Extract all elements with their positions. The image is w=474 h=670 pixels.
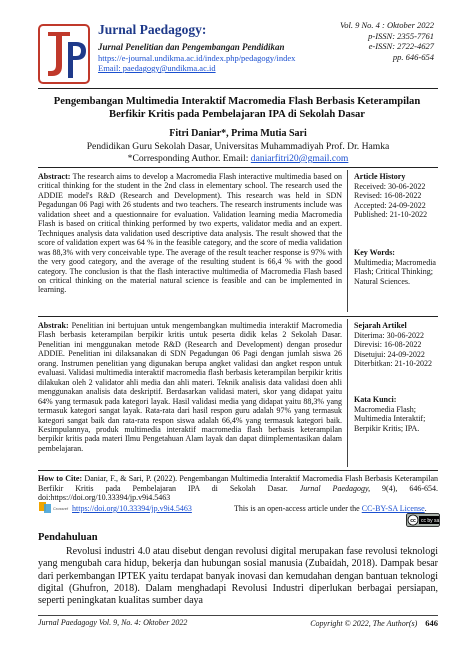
journal-url-link[interactable]: https://e-journal.undikma.ac.id/index.php/pedagogy/index <box>98 53 296 63</box>
cite-journal: Jurnal Paedagogy, <box>299 483 371 493</box>
sejarah-artikel <box>354 321 440 369</box>
column-divider <box>347 170 348 312</box>
diterima-date: Diterima: 30-06-2022 <box>354 330 424 340</box>
svg-text:cc: cc <box>410 518 416 524</box>
header-divider <box>38 88 438 89</box>
keywords-english <box>354 248 440 286</box>
copyright-text: Copyright © 2022, The Author(s) <box>310 619 418 628</box>
how-to-cite <box>38 474 438 503</box>
abstract-indonesian <box>38 321 342 453</box>
cc-badge-label: cc by sa <box>421 518 440 525</box>
accepted-date: Accepted: 24-09-2022 <box>354 200 426 210</box>
abstract-label: Abstract: <box>38 172 71 181</box>
doi-row <box>38 503 438 515</box>
paper-title: Pengembangan Multimedia Interaktif Macromedia Flash Berbasis Keterampilan Berfikir Kritis pada Pembelajaran IPA di Sekolah Dasar <box>53 96 421 120</box>
kata-kunci-heading: Kata Kunci: <box>354 395 397 404</box>
column-divider-2 <box>347 319 348 467</box>
paper-authors: Fitri Daniar*, Prima Mutia Sari <box>169 128 307 139</box>
page-number: 646 <box>425 618 438 628</box>
keywords-heading: Key Words: <box>354 248 395 257</box>
corresp-prefix: *Corresponding Author. Email: <box>127 153 251 164</box>
article-history <box>354 172 440 220</box>
section-heading-pendahuluan: Pendahuluan <box>38 532 98 543</box>
pendahuluan-body <box>38 546 438 607</box>
journal-title: Jurnal Paedagogy: <box>98 22 207 37</box>
license-link[interactable]: CC-BY-SA License <box>361 504 425 513</box>
author-affiliation: Pendidikan Guru Sekolah Dasar, Universitas Muhammadiyah Prof. Dr. Hamka <box>86 141 390 152</box>
p-issn: p-ISSN: 2355-7761 <box>368 30 434 41</box>
abstract-text: The research aims to develop a Macromedia Flash interactive multimedia based on critical thinking for the student in the 2nd class in elementary school. The research used the ADDIE model's R&D (Research and Development). This research was held in SDN Pegadungan 06 Pagi with 26 students and two teachers. The research instruments include was validation sheet and a questionnaire for evaluation. Validation learning media Macromedia Flash is based on critical thinking performed by two experts, validator media and an expert. Techniques analysis data validation used descriptive data analysis. The result showed that the score of validation expert was 64 % in the feasible category, and the score of media validation was 88,3% with very conceivable type. The average of the result teacher response is 97% with the very good category, and the average of the resulting student is 66,4 % with the good category. The conclusion is that the flash interactive multimedia of Macromedia Flash based on critical thinking on the material natural science is feasible and can be implemented in learning. <box>38 172 342 295</box>
cite-tail: 9(4), 646-654. doi:https://doi.org/10.33394/jp.v9i4.5463 <box>38 483 439 502</box>
cite-text: Daniar, F., & Sari, P. (2022). Pengembangan Multimedia Interaktif Macromedia Flash Berbasis Keterampilan Berfikir Kritis pada Pembelajaran IPA di Sekolah Dasar. <box>38 474 438 493</box>
footer-journal: Jurnal Paedagogy Vol. 9, No. 4: Oktober 2022 <box>38 618 188 627</box>
kata-kunci <box>354 395 440 433</box>
journal-subtitle: Jurnal Penelitian dan Pengembangan Pendidikan <box>98 42 285 52</box>
doi-link[interactable]: https://doi.org/10.33394/jp.v9i4.5463 <box>72 504 192 513</box>
footer-divider <box>38 615 438 616</box>
volume-info <box>340 20 434 62</box>
abstract-middle-rule <box>38 316 438 317</box>
abstract-top-rule <box>38 167 438 168</box>
pendahuluan-paragraph: Revolusi industri 4.0 atau disebut dengan revolusi digital merupakan fase revolusi teknologi yang mengubah cara hidup, bekerja dan hubungan sosial manusia (Zubaidah, 2018). Dampak besar dari perkembangan IPTEK yaitu terdapat banyak inovasi dan kemudahan dengan bantuan teknologi digital (Ghufron, 2018). Dalam menghadapi Revolusi Industri diperlukan berbagai persiapan, seperti peningkatan kualitas sumber daya <box>38 546 438 607</box>
article-history-heading: Article History <box>354 172 406 181</box>
keywords-text: Multimedia; Macromedia Flash; Critical Thinking; Natural Sciences. <box>354 257 436 286</box>
abstrak-label: Abstrak: <box>38 321 69 330</box>
sejarah-heading: Sejarah Artikel <box>354 321 407 330</box>
open-access-note <box>234 504 427 513</box>
direvisi-date: Direvisi: 16-08-2022 <box>354 340 422 349</box>
footer-copyright <box>310 618 438 628</box>
abstract-english <box>38 172 342 295</box>
received-date: Received: 30-06-2022 <box>354 181 426 191</box>
cc-by-sa-badge-icon[interactable] <box>406 513 440 527</box>
published-date: Published: 21-10-2022 <box>354 210 428 219</box>
disetujui-date: Disetujui: 24-09-2022 <box>354 349 425 359</box>
cite-label: How to Cite: <box>38 474 83 483</box>
corresponding-author <box>38 153 438 164</box>
diterbitkan-date: Diterbitkan: 21-10-2022 <box>354 359 432 368</box>
oa-prefix: This is an open-access article under the <box>234 504 362 513</box>
e-issn: e-ISSN: 2722-4627 <box>368 41 434 52</box>
volume-issue: Vol. 9 No. 4 : Oktober 2022 <box>340 20 434 30</box>
kata-kunci-text: Macromedia Flash; Multimedia Interaktif; Berpikir Kritis; IPA. <box>354 404 426 433</box>
page-range: pp. 646-654 <box>392 51 434 62</box>
abstrak-text: Penelitian ini bertujuan untuk mengembangkan multimedia interaktif Macromedia Flash berbasis keterampilan berpikir kritis untuk peserta didik kelas 2 Sekolah Dasar. Penelitian ini menggunakan metode R&D (Research and Development) dengan prosedur ADDIE. Penelitian ini dilaksanakan di SDN Pegadungan 06 Pagi dengan jumlah siswa 26 orang. Instrumen penelitian yang digunakan berupa angket validasi dan angket respon untuk evaluasi. Validasi multimedia interaktif macromedia flash berbasis keterampilan berpikir kritis dilakukan oleh 2 validator ahli media dan ahli materi. Teknik analisis data validasi doen ahli menggunakan analisis data deskriptif. Berdasarkan validasi materi, skor yang didapat yaitu 64% yang termasuk pada kategori layak. Hasil validasi media yang didapat yaitu 88,3% yang termasuk kategori sangat layak. Rata-rata dari hasil respon guru adalah 97% yang termasuk kategori sangat baik dan rata-rata respon siswa adalah 66,4% yang termasuk kategori baik. Kesimpulannya, produk multimedia interaktif macromedia flash berbasis keterampilan berpikir kritis pada materi Ilmu Pengetahuan Alam layak dan dapat diimplementasikan dalam pembelajaran. <box>38 321 342 453</box>
oa-suffix: . <box>424 504 427 513</box>
journal-email-link[interactable]: Email: paedagogy@undikma.ac.id <box>98 63 216 73</box>
corresp-email-link[interactable]: daniarfitri20@gmail.com <box>250 153 349 164</box>
crossref-label: Crossref <box>53 506 69 511</box>
journal-logo <box>38 24 90 84</box>
citation-top-rule <box>38 470 438 471</box>
revised-date: Revised: 16-08-2022 <box>354 191 422 200</box>
